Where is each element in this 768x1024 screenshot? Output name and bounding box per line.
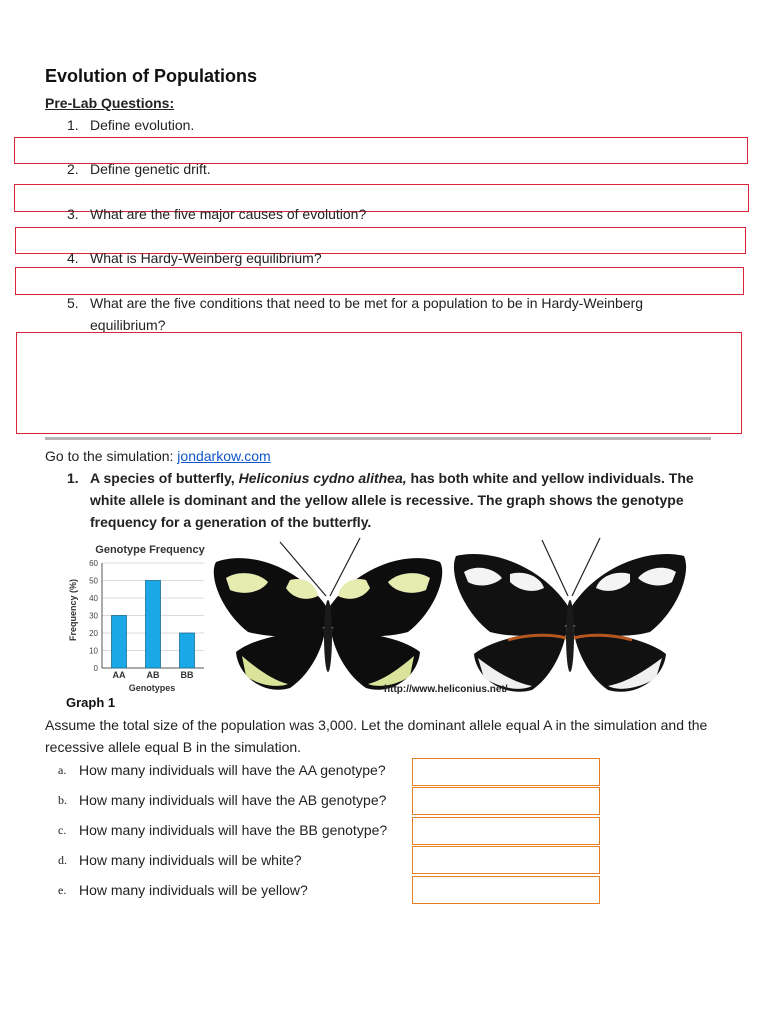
chart-title: Genotype Frequency	[95, 544, 205, 556]
x-axis-label: Genotypes	[128, 683, 176, 693]
prelab-question-4	[0, 247, 768, 269]
page-title: Evolution of Populations	[45, 66, 257, 86]
subquestion-letter: a.	[58, 763, 67, 777]
question-text: What are the five major causes of evolution?	[90, 206, 367, 222]
simulation-intro: Go to the simulation:	[45, 448, 178, 464]
y-ticks	[89, 559, 98, 673]
question-text: Define evolution.	[90, 117, 195, 133]
question-number: 1.	[67, 117, 79, 133]
question-number: 2.	[67, 161, 79, 177]
question-text: What is Hardy-Weinberg equilibrium?	[90, 250, 322, 266]
answer-box-white[interactable]	[412, 846, 600, 874]
bar-aa	[112, 616, 127, 669]
subquestion-c	[0, 819, 768, 841]
white-butterfly-image	[448, 534, 693, 699]
chart-bars	[112, 581, 195, 669]
prelab-question-3	[0, 203, 768, 225]
question-text	[90, 467, 715, 533]
prelab-heading: Pre-Lab Questions:	[45, 95, 175, 111]
y-tick-label: 10	[89, 646, 98, 656]
prelab-question-5	[0, 292, 768, 336]
subquestion-letter: e.	[58, 883, 67, 897]
answer-box-hardy-weinberg[interactable]	[15, 267, 744, 295]
yellow-butterfly-image	[208, 536, 448, 701]
divider	[45, 437, 711, 440]
x-tick-label: BB	[180, 670, 194, 680]
x-ticks	[113, 670, 194, 680]
subquestion-e	[0, 879, 768, 901]
prelab-question-1	[0, 114, 768, 136]
y-tick-label: 20	[89, 629, 98, 638]
question-number: 3.	[67, 206, 79, 222]
y-tick-label: 40	[89, 594, 98, 603]
subquestion-b	[0, 789, 768, 811]
subquestion-text: How many individuals will be white?	[79, 852, 302, 868]
answer-box-conditions[interactable]	[16, 332, 742, 434]
answer-box-aa[interactable]	[412, 758, 600, 786]
y-tick-label: 0	[93, 664, 98, 673]
question-number: 4.	[67, 250, 79, 266]
y-tick-label: 30	[89, 611, 98, 621]
species-name: Heliconius cydno alithea,	[238, 470, 407, 486]
q1-text-b: has both white and yellow individuals. The white allele is dominant and the yellow allele is recessive. The graph shows the genotype frequency for a generation of the butterfly.	[90, 470, 694, 530]
simulation-line	[45, 445, 725, 467]
image-credit: http://www.heliconius.net/	[384, 684, 508, 695]
subquestion-letter: b.	[58, 793, 67, 807]
graph-caption: Graph 1	[66, 695, 116, 710]
assumption-text: Assume the total size of the population was 3,000. Let the dominant allele equal A in the simulation and the recessive allele equal B in the simulation.	[45, 717, 708, 755]
y-tick-label: 50	[89, 576, 98, 586]
subquestion-d	[0, 849, 768, 871]
answer-box-bb[interactable]	[412, 817, 600, 845]
question-number: 5.	[67, 295, 79, 311]
subquestion-letter: c.	[58, 823, 67, 837]
q1-text-a: A species of butterfly,	[90, 470, 239, 486]
subquestion-text: How many individuals will have the BB genotype?	[79, 822, 388, 838]
figure	[62, 540, 712, 710]
question-text: What are the five conditions that need to be met for a population to be in Hardy-Weinberg equilibrium?	[90, 295, 644, 333]
subquestion-letter: d.	[58, 853, 67, 867]
simulation-link[interactable]: jondarkow.com	[177, 448, 271, 464]
bar-ab	[146, 581, 161, 669]
prelab-question-2	[0, 158, 768, 180]
y-tick-label: 60	[89, 559, 98, 568]
x-tick-label: AB	[146, 670, 160, 680]
subquestion-a	[0, 759, 768, 781]
genotype-frequency-chart	[62, 540, 212, 700]
answer-box-ab[interactable]	[412, 787, 600, 815]
subquestion-text: How many individuals will have the AB genotype?	[79, 792, 387, 808]
y-axis-label: Frequency (%)	[68, 578, 78, 642]
question-text: Define genetic drift.	[90, 161, 211, 177]
answer-box-yellow[interactable]	[412, 876, 600, 904]
question-number: 1.	[67, 470, 79, 486]
x-tick-label: AA	[112, 670, 126, 680]
subquestion-text: How many individuals will be yellow?	[79, 882, 308, 898]
question-1	[0, 467, 768, 533]
bar-bb	[180, 633, 195, 668]
subquestion-text: How many individuals will have the AA genotype?	[79, 762, 386, 778]
